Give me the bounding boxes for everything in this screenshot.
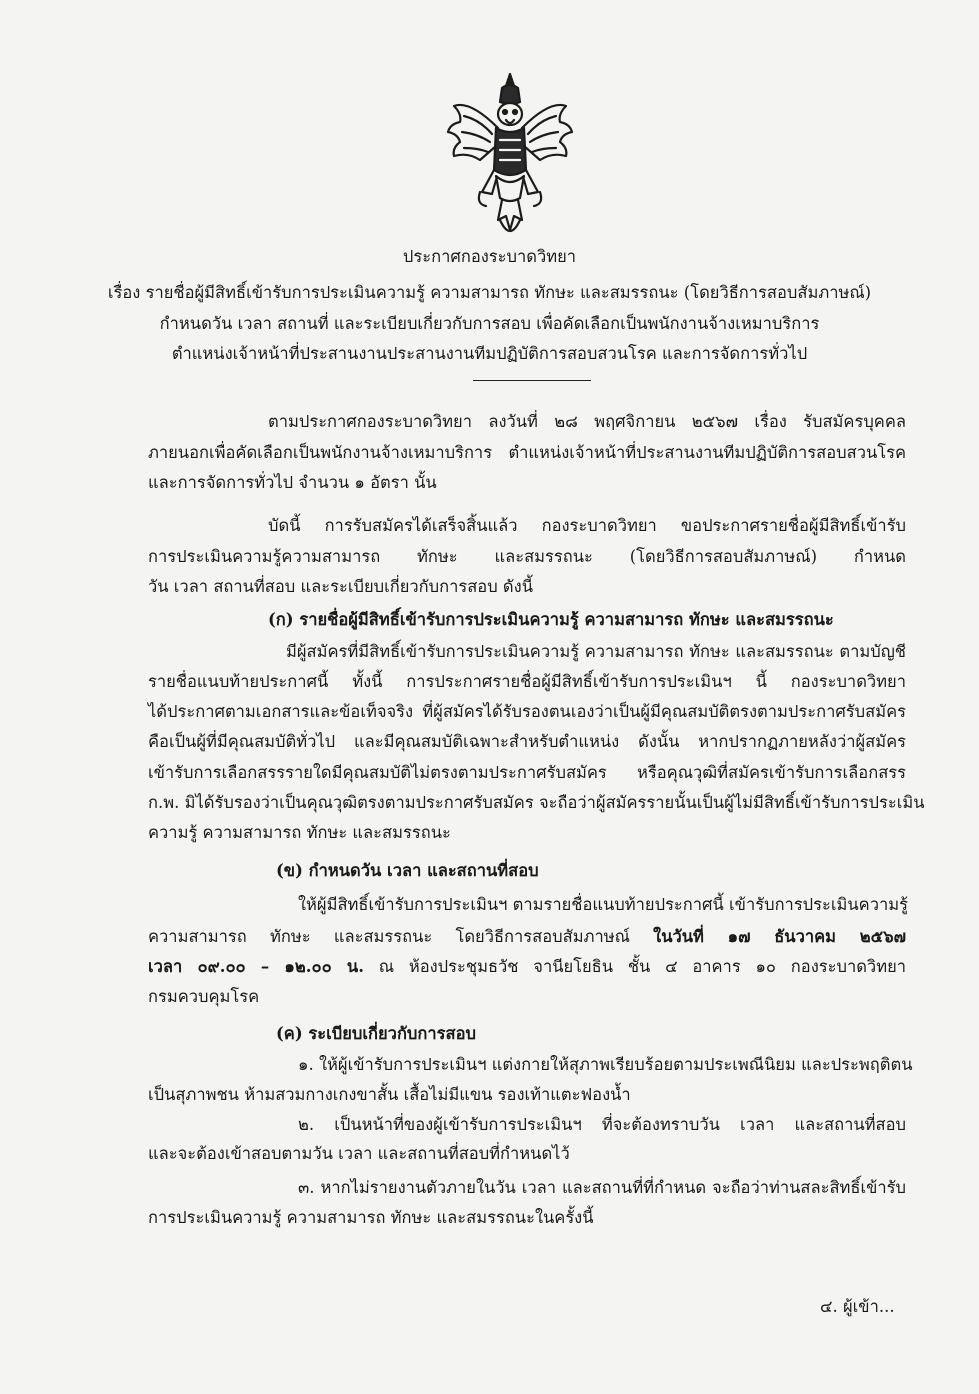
section-a-line5: เข้ารับการเลือกสรรรายใดมีคุณสมบัติไม่ตรงตามประกาศรับสมัคร หรือคุณวุฒิที่สมัครเข้ารับการเลือกสรร	[148, 763, 906, 782]
exam-date: ในวันที่ ๑๗ ธันวาคม ๒๕๖๗	[653, 927, 906, 946]
section-a-line4: คือเป็นผู้ที่มีคุณสมบัติทั่วไป และมีคุณสมบัติเฉพาะสำหรับตำแหน่ง ดังนั้น หากปรากฏภายหลังว่าผู้สมัคร	[148, 732, 906, 751]
intro-p1-line3: และการจัดการทั่วไป จำนวน ๑ อัตรา นั้น	[148, 473, 437, 492]
rule-1-line2: เป็นสุภาพชน ห้ามสวมกางเกงขาสั้น เสื้อไม่มีแขน รองเท้าแตะฟองน้ำ	[148, 1085, 631, 1104]
page-continuation: ๔. ผู้เข้า...	[820, 1297, 895, 1316]
subject-line-1: เรื่อง รายชื่อผู้มีสิทธิ์เข้ารับการประเมินความรู้ ความสามารถ ทักษะ และสมรรถนะ (โดยวิธีการสอบสัมภาษณ์)	[107, 283, 872, 302]
section-b-line3	[148, 956, 906, 978]
exam-venue: ณ ห้องประชุมธวัช จานียโยธิน ชั้น ๔ อาคาร ๑๐ กองระบาดวิทยา	[363, 957, 906, 976]
section-a-line3: ได้ประกาศตามเอกสารและข้อเท็จจริง ที่ผู้สมัครได้รับรองตนเองว่าเป็นผู้มีคุณสมบัติตรงตามประกาศรับสมัคร	[148, 702, 906, 721]
section-c-heading: (ค) ระเบียบเกี่ยวกับการสอบ	[276, 1024, 476, 1043]
announcement-title: ประกาศกองระบาดวิทยา	[402, 247, 577, 266]
section-b-line1: ให้ผู้มีสิทธิ์เข้ารับการประเมินฯ ตามรายชื่อแนบท้ายประกาศนี้ เข้ารับการประเมินความรู้	[298, 895, 908, 914]
section-a-line1: มีผู้สมัครที่มีสิทธิ์เข้ารับการประเมินความรู้ ความสามารถ ทักษะ และสมรรถนะ ตามบัญชี	[286, 642, 906, 661]
subject-line-3: ตำแหน่งเจ้าหน้าที่ประสานงานประสานงานทีมปฏิบัติการสอบสวนโรค และการจัดการทั่วไป	[171, 344, 808, 363]
exam-time: เวลา ๐๙.๐๐ – ๑๒.๐๐ น.	[148, 957, 364, 976]
intro-p2-line3: วัน เวลา สถานที่สอบ และระเบียบเกี่ยวกับการสอบ ดังนี้	[148, 577, 533, 596]
section-a-heading: (ก) รายชื่อผู้มีสิทธิ์เข้ารับการประเมินความรู้ ความสามารถ ทักษะ และสมรรถนะ	[268, 610, 834, 629]
garuda-emblem-icon	[440, 70, 580, 245]
intro-p1-line1: ตามประกาศกองระบาดวิทยา ลงวันที่ ๒๘ พฤศจิกายน ๒๕๖๗ เรื่อง รับสมัครบุคคล	[268, 412, 906, 431]
rule-2-line2: และจะต้องเข้าสอบตามวัน เวลา และสถานที่สอบที่กำหนดไว้	[148, 1144, 570, 1163]
section-b-line2	[148, 926, 906, 948]
intro-p2-line2: การประเมินความรู้ความสามารถ ทักษะ และสมรรถนะ (โดยวิธีการสอบสัมภาษณ์) กำหนด	[148, 547, 906, 566]
rule-3-line2: การประเมินความรู้ ความสามารถ ทักษะ และสมรรถนะในครั้งนี้	[148, 1208, 594, 1227]
section-b-line4: กรมควบคุมโรค	[148, 987, 260, 1006]
section-b-heading: (ข) กำหนดวัน เวลา และสถานที่สอบ	[276, 861, 539, 880]
title-divider	[473, 380, 591, 381]
section-a-line2: รายชื่อแนบท้ายประกาศนี้ ทั้งนี้ การประกาศรายชื่อผู้มีสิทธิ์เข้ารับการประเมินฯ นี้ กองระบาดวิทยา	[148, 672, 906, 691]
subject-line-2: กำหนดวัน เวลา สถานที่ และระเบียบเกี่ยวกับการสอบ เพื่อคัดเลือกเป็นพนักงานจ้างเหมาบริการ	[159, 314, 820, 333]
section-a-line7: ความรู้ ความสามารถ ทักษะ และสมรรถนะ	[148, 823, 451, 842]
intro-p2-line1: บัดนี้ การรับสมัครได้เสร็จสิ้นแล้ว กองระบาดวิทยา ขอประกาศรายชื่อผู้มีสิทธิ์เข้ารับ	[268, 516, 906, 535]
rule-3-line1: ๓. หากไม่รายงานตัวภายในวัน เวลา และสถานที่ที่กำหนด จะถือว่าท่านสละสิทธิ์เข้ารับ	[298, 1178, 906, 1197]
rule-2-line1: ๒. เป็นหน้าที่ของผู้เข้ารับการประเมินฯ ที่จะต้องทราบวัน เวลา และสถานที่สอบ	[298, 1115, 906, 1134]
section-a-line6: ก.พ. มิได้รับรองว่าเป็นคุณวุฒิตรงตามประกาศรับสมัคร จะถือว่าผู้สมัครรายนั้นเป็นผู้ไม่มีสิทธิ์เข้ารับการประเมิน	[148, 793, 925, 812]
intro-p1-line2: ภายนอกเพื่อคัดเลือกเป็นพนักงานจ้างเหมาบริการ ตำแหน่งเจ้าหน้าที่ประสานงานทีมปฏิบัติการสอบสวนโรค	[148, 443, 906, 462]
section-b-line2-text: ความสามารถ ทักษะ และสมรรถนะ โดยวิธีการสอบสัมภาษณ์	[148, 927, 654, 946]
rule-1-line1: ๑. ให้ผู้เข้ารับการประเมินฯ แต่งกายให้สุภาพเรียบร้อยตามประเพณีนิยม และประพฤติตน	[298, 1055, 913, 1074]
